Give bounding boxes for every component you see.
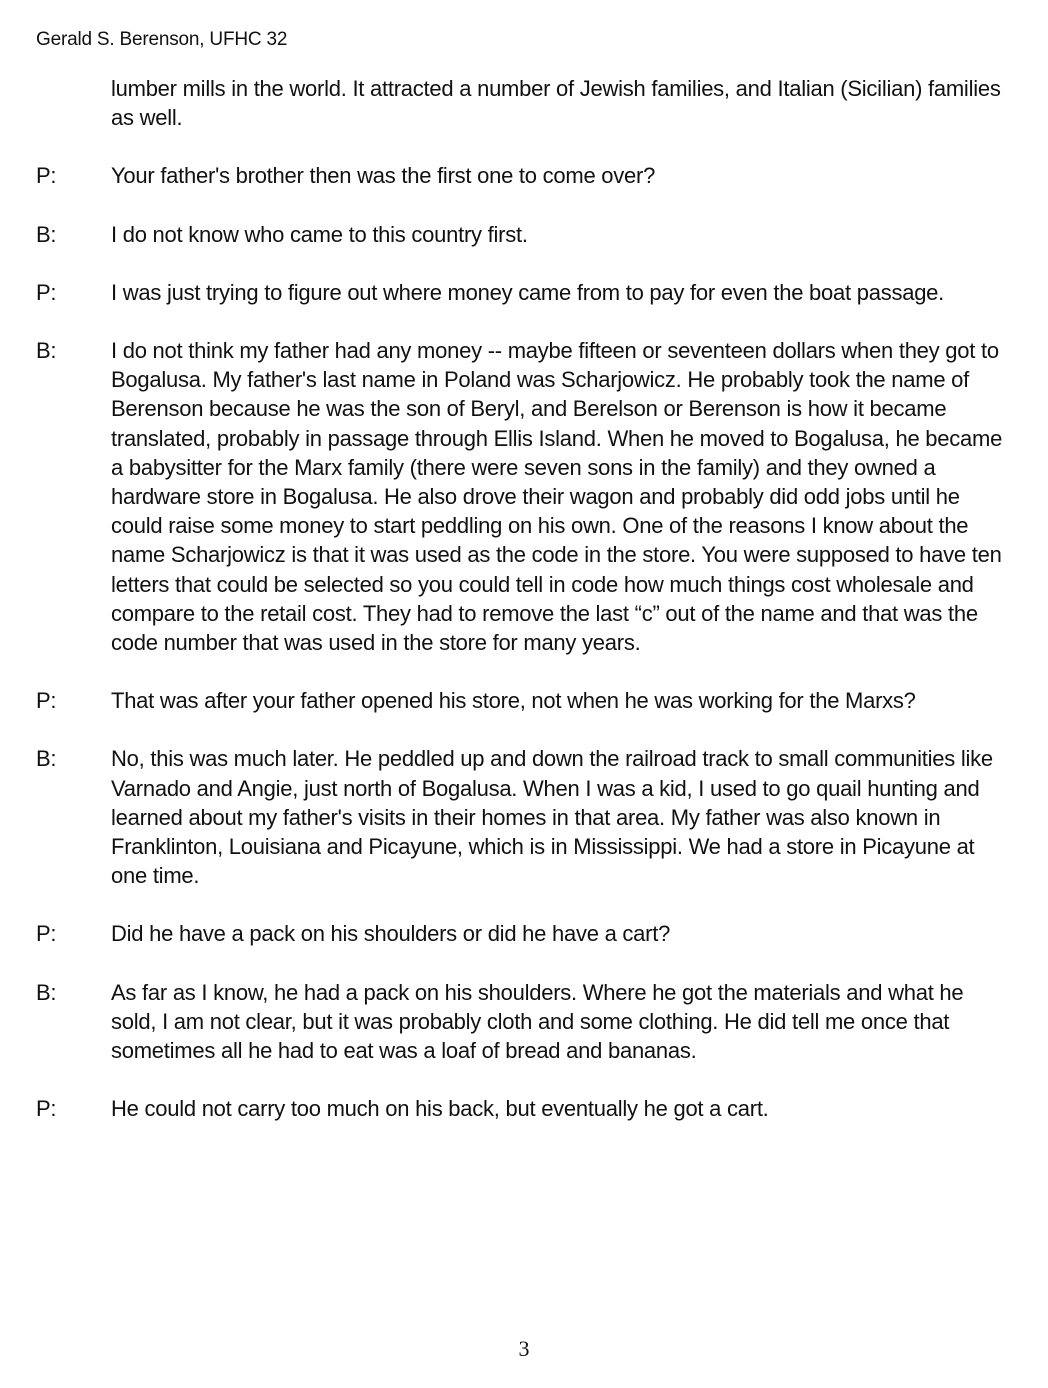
speaker-label: B: [36, 221, 57, 247]
exchange-b-2 [36, 336, 1020, 657]
transcript-body [36, 74, 1020, 1152]
running-header: Gerald S. Berenson, UFHC 32 [36, 29, 288, 50]
utterance-text: I do not think my father had any money -- maybe fifteen or seventeen dollars when they got to Bogalusa. My father's last name in Poland was Scharjowicz. He probably took the name of Berenson because he was the son of Beryl, and Berelson or Berenson is how it became translated, probably in passage through Ellis Island. When he moved to Bogalusa, he became a babysitter for the Marx family (there were seven sons in the family) and they owned a hardware store in Bogalusa. He also drove their wagon and probably did odd jobs until he could raise some money to start peddling on his own. One of the reasons I know about the name Scharjowicz is that it was used as the code in the store. You were supposed to have ten letters that could be selected so you could tell in code how much things cost wholesale and compare to the retail cost. They had to remove the last “c” out of the name and that was the code number that was used in the store for many years. [111, 338, 1003, 656]
speaker-label: P: [36, 279, 57, 305]
exchange-p-3 [36, 686, 1020, 715]
utterance-text: He could not carry too much on his back, but eventually he got a cart. [111, 1096, 769, 1122]
speaker-label: B: [36, 338, 57, 364]
utterance-text: I do not know who came to this country first. [111, 221, 528, 247]
exchange-p-2 [36, 278, 1020, 307]
utterance-text: No, this was much later. He peddled up and down the railroad track to small communities like Varnado and Angie, just north of Bogalusa. When I was a kid, I used to go quail hunting and learned about my father's visits in their homes in that area. My father was also known in Franklinton, Louisiana and Picayune, which is in Mississippi. We had a store in Picayune at one time. [111, 746, 993, 889]
utterance-text: Did he have a pack on his shoulders or did he have a cart? [111, 921, 671, 947]
page-number: 3 [518, 1336, 530, 1361]
exchange-p-4 [36, 919, 1020, 948]
exchange-b-4 [36, 978, 1020, 1066]
speaker-label: B: [36, 746, 57, 772]
speaker-label: P: [36, 163, 57, 189]
speaker-label: P: [36, 1096, 57, 1122]
utterance-text: That was after your father opened his store, not when he was working for the Marxs? [111, 688, 916, 714]
speaker-label: P: [36, 688, 57, 714]
utterance-text: As far as I know, he had a pack on his shoulders. Where he got the materials and what he sold, I am not clear, but it was probably cloth and some clothing. He did tell me once that sometimes all he had to eat was a loaf of bread and bananas. [111, 979, 964, 1064]
speaker-label: P: [36, 921, 57, 947]
paragraph-text: lumber mills in the world. It attracted a number of Jewish families, and Italian (Sicilian) families as well. [111, 76, 1001, 131]
exchange-b-1 [36, 220, 1020, 249]
utterance-text: Your father's brother then was the first one to come over? [111, 163, 656, 189]
exchange-p-5 [36, 1094, 1020, 1123]
utterance-text: I was just trying to figure out where money came from to pay for even the boat passage. [111, 279, 945, 305]
exchange-b-3 [36, 744, 1020, 890]
exchange-p-1 [36, 161, 1020, 190]
speaker-label: B: [36, 979, 57, 1005]
continuation-paragraph [36, 74, 1020, 132]
